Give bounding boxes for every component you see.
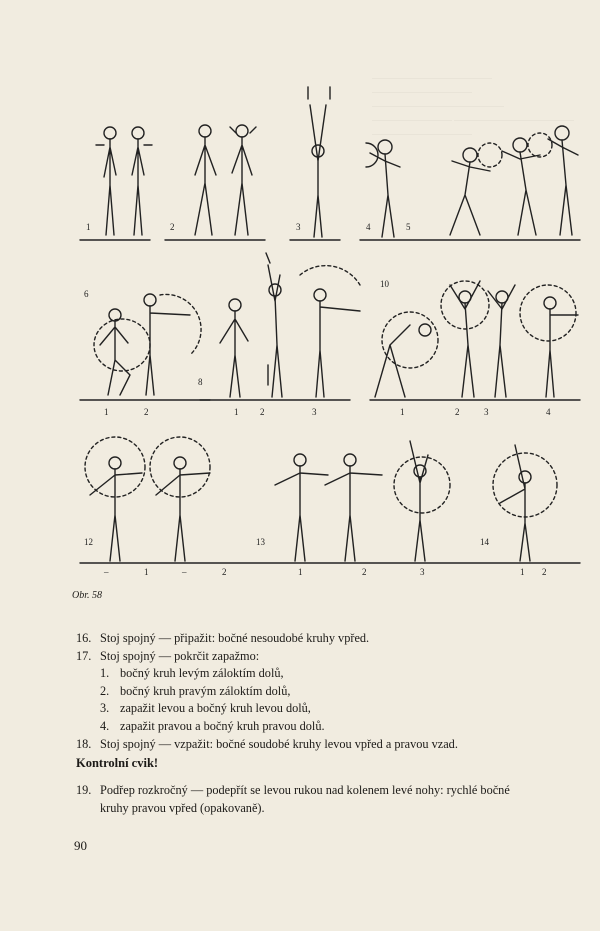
fig-label: – [182, 567, 187, 577]
fig-label: 2 [144, 407, 149, 417]
fig-label: 1 [144, 567, 149, 577]
fig-label: 1 [234, 407, 239, 417]
item-number: 17. [76, 648, 92, 663]
list-item [76, 736, 596, 754]
fig-label: 1 [86, 222, 91, 232]
sub-number: 2. [100, 683, 110, 698]
fig-label: 3 [484, 407, 489, 417]
sub-text: bočný kruh pravým záloktím dolů, [120, 683, 291, 698]
exercise-list [76, 630, 596, 753]
figure-3 [308, 87, 330, 237]
figure-8 [220, 253, 360, 397]
fig-label: 2 [170, 222, 175, 232]
section-heading: Kontrolní cvik! [76, 756, 159, 770]
fig-label: 1 [298, 567, 303, 577]
page-number: 90 [74, 838, 87, 853]
figure-4 [366, 140, 400, 237]
item-text: Podřep rozkročný — podepřít se levou rukou nad kolenem levé nohy: rychlé bočné [100, 783, 510, 797]
figure-2 [195, 125, 256, 235]
fig-label: 10 [380, 279, 389, 289]
fig-label: 2 [222, 567, 227, 577]
list-item [76, 630, 596, 648]
fig-label: 4 [366, 222, 371, 232]
fig-label: 1 [400, 407, 405, 417]
sub-item [100, 665, 596, 683]
fig-label: 2 [362, 567, 367, 577]
item-number: 19. [76, 783, 92, 797]
figure-10 [375, 281, 578, 397]
item-number: 18. [76, 736, 92, 751]
sub-list [76, 665, 596, 735]
fig-label: 2 [455, 407, 460, 417]
fig-label: 2 [260, 407, 265, 417]
fig-label: 4 [546, 407, 551, 417]
figure-12 [85, 437, 210, 561]
figure-6 [94, 294, 201, 395]
fig-label: 13 [256, 537, 265, 547]
item-text: kruhy pravou vpřed (opakovaně). [100, 800, 265, 815]
fig-label: 1 [104, 407, 109, 417]
item-text: Stoj spojný — pokrčit zapažmo: [100, 648, 260, 663]
figure-1 [96, 127, 152, 235]
sub-text: zapažit pravou a bočný kruh pravou dolů. [120, 718, 325, 733]
figure-14 [493, 445, 557, 561]
fig-label: 3 [312, 407, 317, 417]
list-item [76, 648, 596, 666]
sub-number: 4. [100, 718, 110, 733]
fig-label: – [104, 567, 109, 577]
sub-number: 1. [100, 666, 110, 681]
fig-label: 3 [420, 567, 425, 577]
fig-label: 1 [520, 567, 525, 577]
sub-text: bočný kruh levým záloktím dolů, [120, 666, 284, 681]
list-item [76, 782, 596, 817]
sub-text: zapažit levou a bočný kruh levou dolů, [120, 701, 311, 716]
figure-caption: Obr. 58 [72, 590, 103, 601]
item-text: Stoj spojný — připažit: bočné nesoudobé kruhy vpřed. [100, 631, 370, 645]
sub-item [100, 683, 596, 701]
fig-label: 2 [542, 567, 547, 577]
fig-label: 6 [84, 289, 89, 299]
sub-item [100, 700, 596, 718]
item-text: Stoj spojný — vzpažit: bočné soudobé kruhy levou vpřed a pravou vzad. [100, 736, 458, 751]
fig-label: 14 [480, 537, 489, 547]
exercise-illustration [70, 75, 590, 585]
figure-5 [450, 126, 578, 235]
fig-label: 5 [406, 222, 411, 232]
sub-number: 3. [100, 701, 110, 716]
fig-label: 3 [296, 222, 301, 232]
figure-13 [275, 441, 450, 561]
fig-label: 8 [198, 377, 203, 387]
sub-item [100, 718, 596, 736]
item-number: 16. [76, 631, 92, 645]
show-through-text: ............................................................ .................................................. .................................................................. ........................................ ............................................................ .................................................. [372, 72, 574, 137]
fig-label: 12 [84, 537, 93, 547]
